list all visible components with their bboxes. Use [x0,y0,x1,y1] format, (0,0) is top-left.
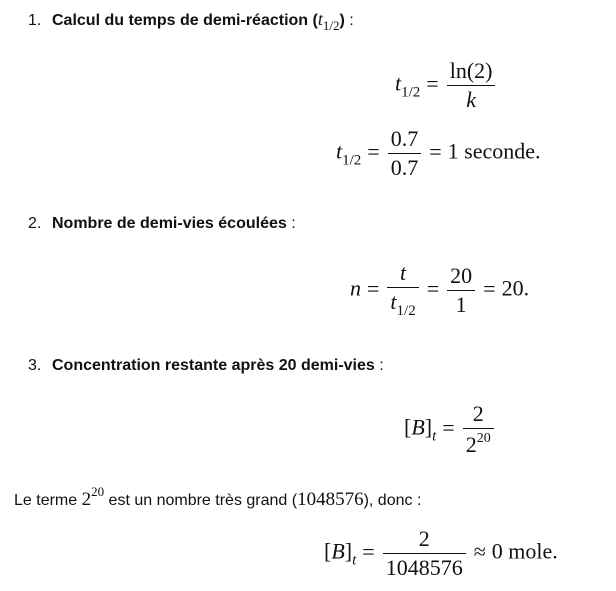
math-operator: = [442,414,455,440]
fraction-denominator [463,429,494,456]
paragraph-math-value: 1048576 [297,489,364,510]
step-heading: Concentration restante après 20 demi-vies [52,357,375,374]
math-subscript: 1/2 [322,18,340,33]
fraction-denominator: 1 [455,292,467,317]
equation-half-life-count [350,262,529,319]
math-bracket: ] [344,538,353,564]
fraction [463,403,494,456]
step-heading-text: Calcul du temps de demi-réaction ( [52,12,318,29]
fraction-denominator: k [466,87,476,112]
step-1 [28,10,354,32]
fraction-denominator: 1048576 [385,555,463,580]
equation-half-life-formula [395,60,497,111]
paragraph-text: est un nombre très grand ( [104,492,298,509]
step-suffix: : [286,215,296,232]
math-exponent: 20 [91,484,105,499]
fraction-numerator: 2 [463,403,494,429]
fraction-numerator: 20 [447,265,475,291]
step-heading: Nombre de demi-vies écoulées [52,215,287,232]
math-var: t [395,70,402,96]
fraction-numerator: ln(2) [447,60,496,86]
math-var: t [336,138,343,164]
fraction [387,262,418,319]
math-base: 2 [81,489,92,510]
fraction [447,60,496,111]
step-number: 2. [28,215,42,232]
math-result: 20. [501,275,530,301]
step-suffix: : [374,357,384,374]
math-operator: = [426,70,439,96]
fraction [388,128,422,179]
paragraph-text: Le terme [14,492,82,509]
math-operator: = [426,275,440,301]
explanation-paragraph [14,484,421,511]
equation-concentration-result [324,528,558,579]
equation-half-life-value [336,128,541,179]
math-bracket: ] [424,414,433,440]
fraction-numerator: 2 [383,528,466,554]
paragraph-text: ), donc : [363,492,422,509]
math-operator: = [483,275,496,301]
step-2 [28,214,296,234]
step-3 [28,356,384,376]
math-var: t [317,9,323,29]
step-number: 3. [28,357,42,374]
math-var: n [350,275,361,301]
heading-math [317,9,340,33]
math-operator: = [367,275,380,301]
fraction [383,528,466,579]
math-operator: = [429,138,442,164]
math-operator: = [362,538,375,564]
fraction [447,265,475,316]
step-heading-close: ) [339,12,345,29]
equation-concentration-power [404,403,496,456]
fraction-denominator: 0.7 [390,155,419,180]
math-exponent: 20 [476,431,491,446]
math-var: t [390,289,397,314]
math-subscript: 1/2 [401,84,421,101]
math-result: 0 mole. [491,538,558,564]
math-bracket: [ [404,414,412,440]
math-result: 1 seconde. [447,138,541,164]
math-var: B [411,414,425,440]
step-suffix: : [344,12,354,29]
math-subscript: t [432,428,437,445]
fraction-numerator: 0.7 [388,128,422,154]
paragraph-math [81,484,105,510]
math-var: B [331,538,345,564]
step-number: 1. [28,12,42,29]
fraction-numerator: t [400,260,407,285]
math-subscript: t [352,552,357,569]
math-base: 2 [465,432,477,457]
math-operator: ≈ [473,538,486,564]
math-operator: = [367,138,380,164]
math-subscript: 1/2 [342,152,362,169]
step-heading [52,9,345,33]
math-subscript: 1/2 [396,303,416,319]
math-bracket: [ [324,538,332,564]
